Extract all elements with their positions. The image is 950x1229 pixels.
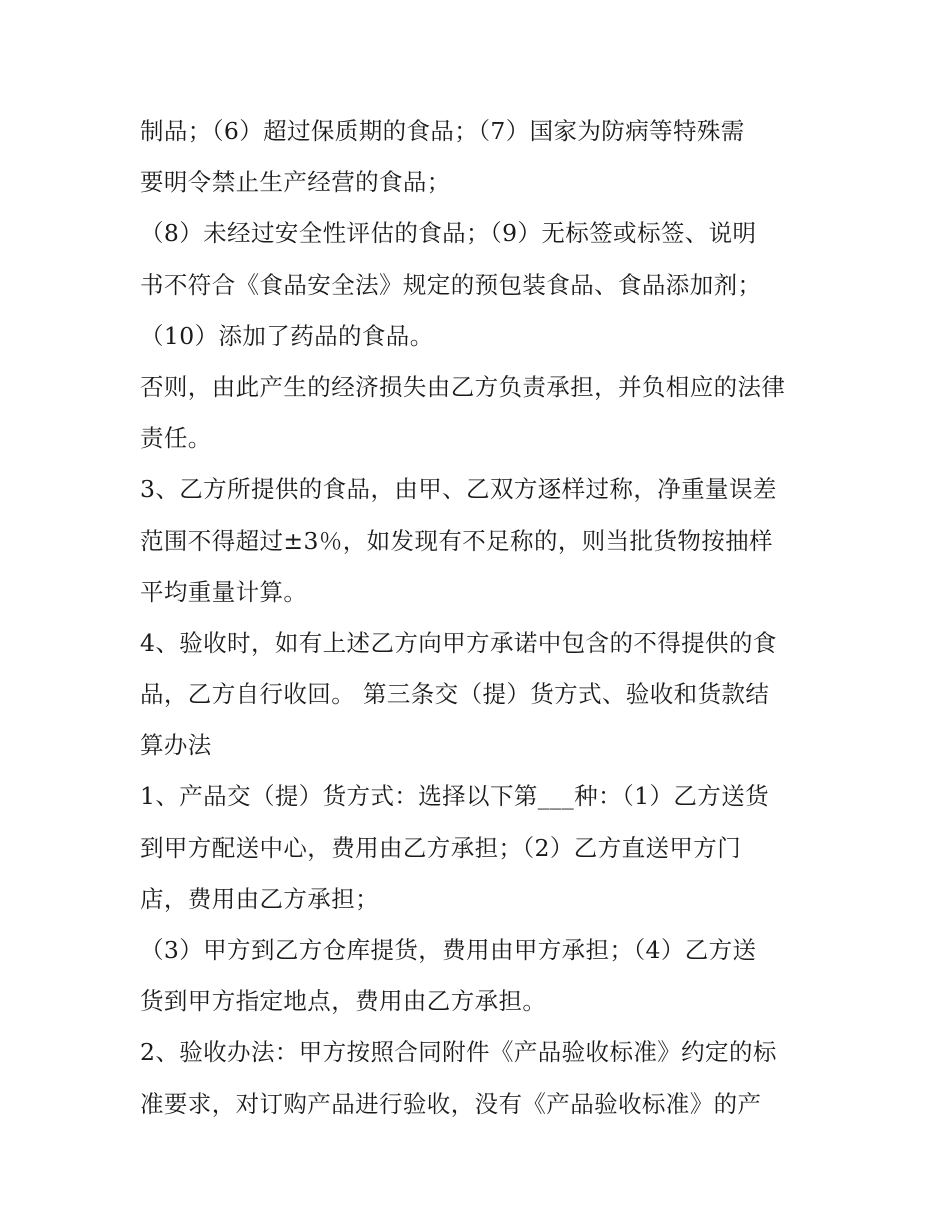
text-line: 书不符合《食品安全法》规定的预包装食品、食品添加剂；	[140, 270, 762, 299]
text-line: 2、验收办法：甲方按照合同附件《产品验收标准》约定的标	[140, 1038, 777, 1067]
text-line: 责任。	[140, 424, 212, 453]
text-line: （10）添加了药品的食品。	[140, 321, 434, 350]
text-line: 1、产品交（提）货方式：选择以下第___种：（1）乙方送货	[140, 782, 770, 811]
text-line: 制品；（6）超过保质期的食品；（7）国家为防病等特殊需	[140, 117, 745, 145]
text-line: 平均重量计算。	[140, 577, 308, 606]
text-line: （8）未经过安全性评估的食品；（9）无标签或标签、说明	[140, 219, 757, 248]
text-line: 店，费用由乙方承担；	[140, 884, 379, 913]
text-line: 准要求，对订购产品进行验收，没有《产品验收标准》的产	[140, 1089, 762, 1118]
text-line: 品，乙方自行收回。 第三条交（提）货方式、验收和货款结	[140, 680, 770, 709]
text-line: 要明令禁止生产经营的食品；	[140, 168, 451, 197]
text-line: 3、乙方所提供的食品，由甲、乙双方逐样过称，净重量误差	[140, 475, 777, 504]
document-body	[140, 106, 820, 1130]
text-line: 到甲方配送中心，费用由乙方承担；（2）乙方直送甲方门	[140, 833, 742, 862]
text-line: 算办法	[140, 731, 212, 760]
text-line: 货到甲方指定地点，费用由乙方承担。	[140, 987, 547, 1016]
text-line: 4、验收时，如有上述乙方向甲方承诺中包含的不得提供的食	[140, 628, 777, 657]
text-line: 范围不得超过±3％，如发现有不足称的，则当批货物按抽样	[140, 526, 773, 555]
text-line: 否则，由此产生的经济损失由乙方负责承担，并负相应的法律	[140, 372, 786, 401]
text-line: （3）甲方到乙方仓库提货，费用由甲方承担；（4）乙方送	[140, 936, 757, 964]
